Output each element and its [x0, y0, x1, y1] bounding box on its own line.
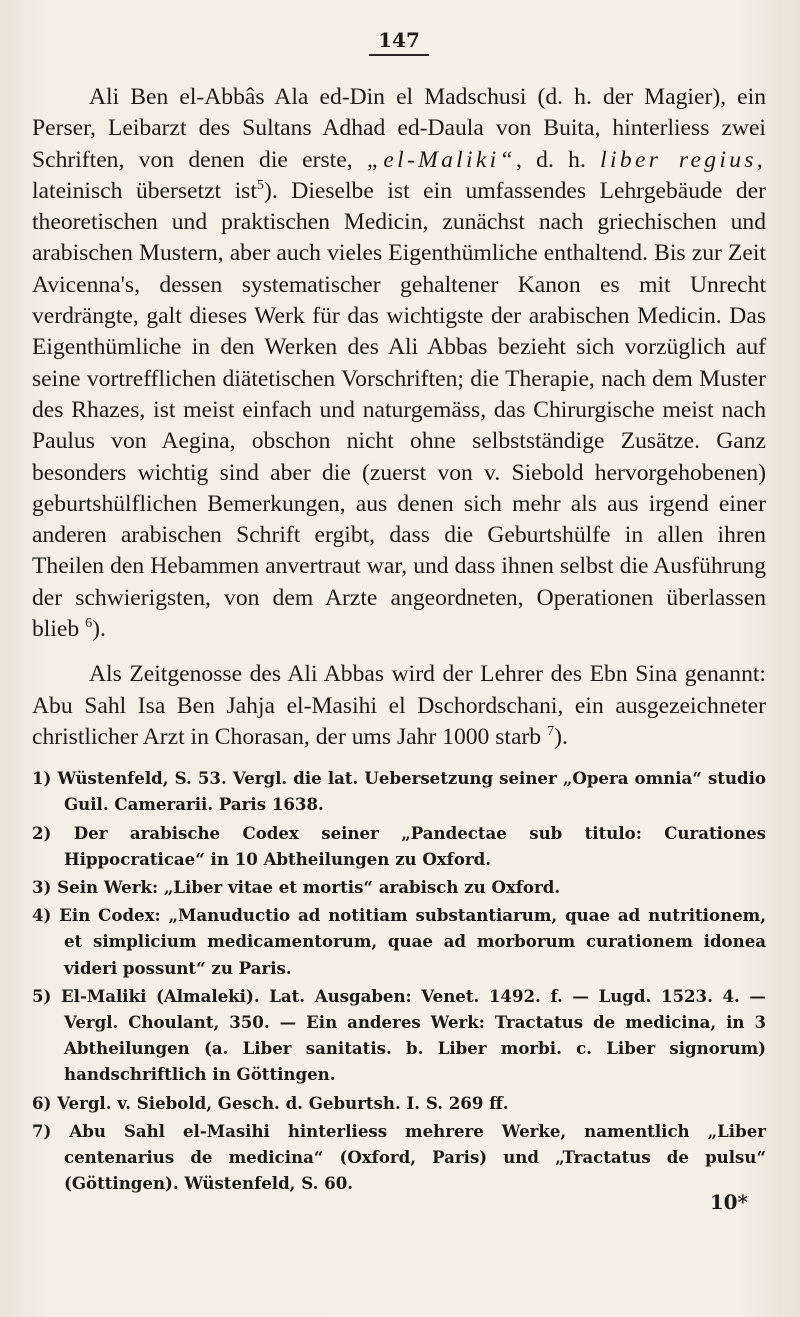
paragraph-1-text-b: , d. h.: [515, 146, 601, 173]
footnote-ref-7: 7: [547, 723, 555, 740]
page-number: 147: [369, 28, 429, 56]
footnote-ref-5: 5: [256, 177, 264, 194]
main-text: [32, 82, 766, 753]
paragraph-1-text-e: ).: [92, 616, 106, 643]
paragraph-2: [32, 659, 766, 753]
paragraph-1: [32, 82, 766, 645]
paragraph-1-text-a: Ali Ben el-Abbâs Ala ed-Din el Madschusi (d. h. der Magier), ein Perser, Leibarzt des Sultans Adhad ed-Daula von Buita, hinterliess zwei Schriften, von denen die erste,: [32, 84, 766, 173]
footnotes: [32, 765, 766, 1196]
footnote-2: 2) Der arabische Codex seiner „Pandectae sub titulo: Curationes Hippocraticae“ in 10 Abtheilungen zu Oxford.: [32, 822, 766, 869]
paragraph-1-text-d: ). Dieselbe ist ein umfassendes Lehrgebäude der theoretischen und praktischen Medicin, zunächst nach griechischen und arabischen Mustern, aber auch vieles Eigenthümliche enthaltend. Bis zur Zeit Avicenna's, dessen systematischer gehaltener Kanon es mit Unrecht verdrängte, galt dieses Werk für das wichtigste der arabischen Medicin. Das Eigenthümliche in den Werken des Ali Abbas bezieht sich vorzüglich auf seine vortrefflichen diätetischen Vorschriften; die Therapie, nach dem Muster des Rhazes, ist meist einfach und naturgemäss, das Chirurgische meist nach Paulus von Aegina, obschon nicht ohne selbstständige Zusätze. Ganz besonders wichtig sind aber die (zuerst von v. Siebold hervorgehobenen) geburtshülflichen Bemerkungen, aus denen sich mehr als aus irgend einer anderen arabischen Schrift ergibt, dass die Geburtshülfe in allen ihren Theilen den Hebammen anvertraut war, und dass ihnen selbst die Ausführung der schwierigsten, von dem Arzte angeordneten, Operationen überlassen blieb: [32, 177, 766, 643]
paragraph-2-text-b: ).: [554, 723, 568, 750]
footnote-ref-6: 6: [85, 615, 93, 632]
paragraph-2-text-a: Als Zeitgenosse des Ali Abbas wird der Lehrer des Ebn Sina genannt: Abu Sahl Isa Ben Jahja el-Masihi el Dschordschani, ein ausgezeichneter christlicher Arzt in Chorasan, der ums Jahr 1000 starb: [32, 661, 766, 750]
signature-mark: 10*: [709, 1190, 748, 1215]
title-liber-regius: liber regius,: [600, 146, 766, 173]
footnote-5: 5) El-Maliki (Almaleki). Lat. Ausgaben: Venet. 1492. f. — Lugd. 1523. 4. — Vergl. Choulant, 350. — Ein anderes Werk: Tractatus de medicina, in 3 Abtheilungen (a. Liber sanitatis. b. Liber morbi. c. Liber signorum) handschriftlich in Göttingen.: [32, 985, 766, 1085]
title-el-maliki: „el-Maliki“: [366, 146, 516, 173]
footnote-6: 6) Vergl. v. Siebold, Gesch. d. Geburtsh. I. S. 269 ff.: [32, 1092, 509, 1113]
footnote-7: 7) Abu Sahl el-Masihi hinterliess mehrere Werke, namentlich „Liber centenarius de medicina“ (Oxford, Paris) und „Tractatus de pulsu“ (Göttingen). Wüstenfeld, S. 60.: [32, 1120, 766, 1194]
paragraph-1-text-c: lateinisch übersetzt ist: [32, 177, 257, 204]
footnote-1: 1) Wüstenfeld, S. 53. Vergl. die lat. Uebersetzung seiner „Opera omnia“ studio Guil. Camerarii. Paris 1638.: [32, 768, 766, 815]
footnote-3: 3) Sein Werk: „Liber vitae et mortis“ arabisch zu Oxford.: [32, 877, 561, 898]
footnote-4: 4) Ein Codex: „Manuductio ad notitiam substantiarum, quae ad nutritionem, et simplicium medicamentorum, quae ad morborum curationem idonea videri possunt“ zu Paris.: [32, 905, 766, 978]
